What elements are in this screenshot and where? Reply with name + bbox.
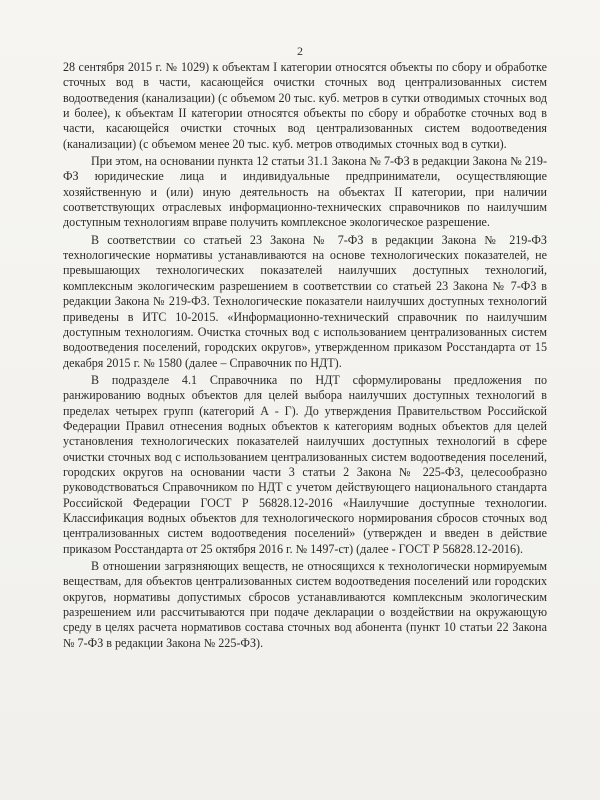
paragraph-pollutants: В отношении загрязняющих веществ, не относящихся к технологически нормируемым веществам, для объектов централизованных систем водоотведения поселений или городских округов, нормативы допустимых сбросов устанавливаются комплексным экологическим разрешением или рассчитываются при подаче декларации о воздействии на окружающую среду в целях расчета нормативов состава сточных вод абонента (пункт 10 статьи 22 Закона № 7-ФЗ в редакции Закона № 225-ФЗ). xyxy=(63,559,547,650)
paragraph-continuation: 28 сентября 2015 г. № 1029) к объектам I категории относятся объекты по сбору и обработке сточных вод в части, касающейся очистки сточных вод централизованных систем водоотведения (канализации) (с объемом 20 тыс. куб. метров в сутки отводимых сточных вод и более), к объектам II категории относятся объекты по сбору и обработке сточных вод в части, касающейся очистки сточных вод централизованных систем водоотведения (канализации) (с объемом менее 20 тыс. куб. метров отводимых сточных вод в сутки). xyxy=(63,60,547,151)
document-body xyxy=(63,60,547,653)
paragraph-water-object-ranking: В подразделе 4.1 Справочника по НДТ сформулированы предложения по ранжированию водных объектов для целей выбора наилучших доступных технологий в пределах четырех групп (категорий А - Г). До утверждения Правительством Российской Федерации Правил отнесения водных объектов к категориям водных объектов для целей установления технологических показателей наилучших доступных технологий в сфере очистки сточных вод с использованием централизованных систем водоотведения поселений, городских округов на основании части 3 статьи 2 Закона № 225-ФЗ, целесообразно руководствоваться Справочником по НДТ с учетом действующего национального стандарта Российской Федерации ГОСТ Р 56828.12-2016 «Наилучшие доступные технологии. Классификация водных объектов для технологического нормирования сбросов сточных вод централизованных систем водоотведения поселений» (утвержден и введен в действие приказом Росстандарта от 25 октября 2016 г. № 1497-ст) (далее - ГОСТ Р 56828.12-2016). xyxy=(63,372,547,556)
page-number: 2 xyxy=(297,44,303,58)
paragraph-category-two-permit: При этом, на основании пункта 12 статьи 31.1 Закона № 7-ФЗ в редакции Закона № 219-ФЗ юридические лица и индивидуальные предприниматели, осуществляющие хозяйственную и (или) иную деятельность на объектах II категории, при наличии соответствующих отраслевых информационно-технических справочников по наилучшим доступным технологиям вправе получить комплексное экологическое разрешение. xyxy=(63,154,547,230)
paragraph-technological-standards: В соответствии со статьей 23 Закона № 7-ФЗ в редакции Закона № 219-ФЗ технологические нормативы устанавливаются на основе технологических показателей, не превышающих технологических показателей наилучших доступных технологий, комплексным экологическим разрешением в соответствии со статьей 23 Закона № 7-ФЗ в редакции Закона № 219-ФЗ. Технологические показатели наилучших доступных технологий приведены в ИТС 10-2015. «Информационно-технический справочник по наилучшим доступным технологиям. Очистка сточных вод с использованием централизованных систем водоотведения поселений, городских округов», утвержденном приказом Росстандарта от 15 декабря 2015 г. № 1580 (далее – Справочник по НДТ). xyxy=(63,232,547,370)
